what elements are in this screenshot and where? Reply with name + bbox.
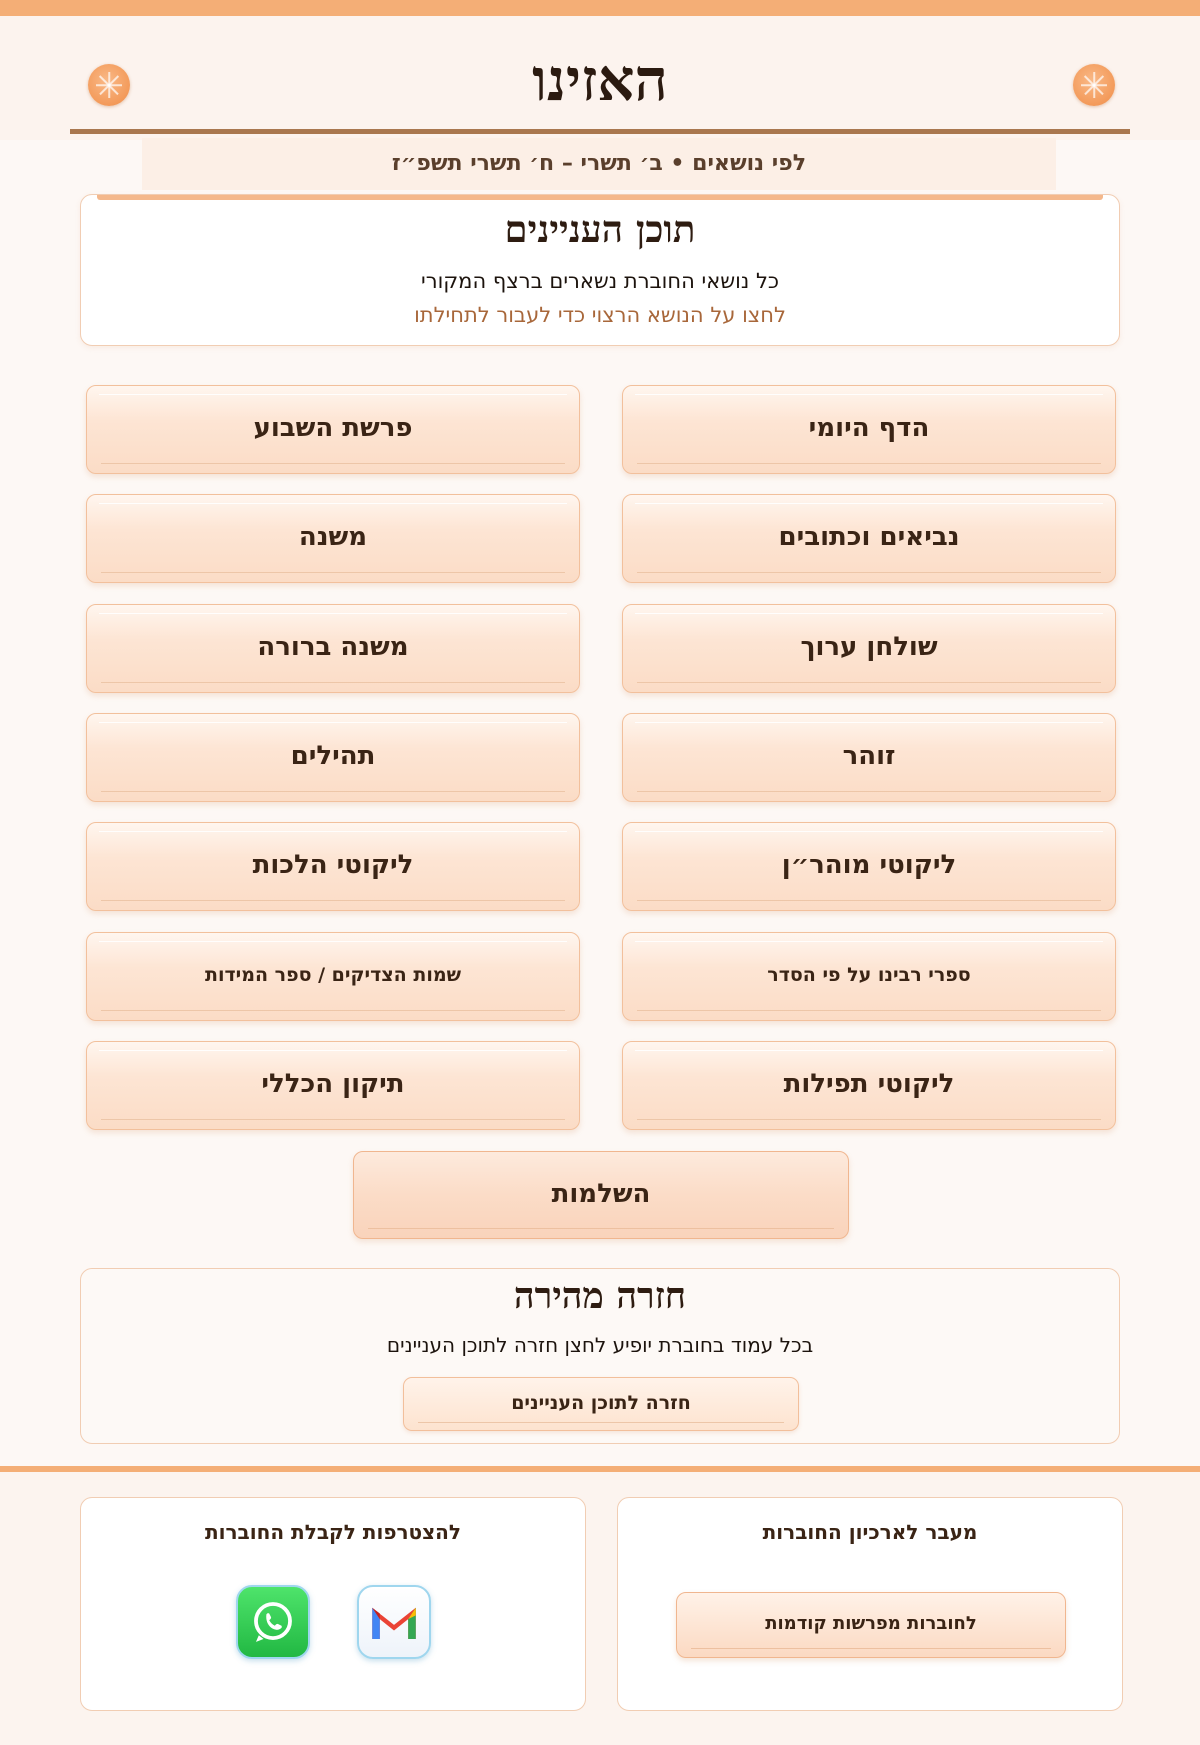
topic-button-neviim-uchtuvim[interactable]: נביאים וכתובים (622, 494, 1116, 583)
top-accent-strip (0, 0, 1200, 16)
topic-button-zohar[interactable]: זוהר (622, 713, 1116, 802)
archive-title: מעבר לארכיון החוברות (762, 1520, 978, 1544)
topic-button-shemot-hatzadikim[interactable]: שמות הצדיקים / ספר המידות (86, 932, 580, 1021)
date-range-subtitle: לפי נושאים • ב׳ תשרי – ח׳ תשרי תשפ״ז (142, 138, 1056, 190)
topic-button-hashlamot[interactable]: השלמות (353, 1151, 849, 1239)
toc-instruction: לחצו על הנושא הרצוי כדי לעבור לתחילתו (414, 303, 786, 327)
topic-button-mishna[interactable]: משנה (86, 494, 580, 583)
topic-button-likutei-moharan[interactable]: ליקוטי מוהר״ן (622, 822, 1116, 911)
archive-card (617, 1497, 1123, 1711)
back-to-toc-button[interactable]: חזרה לתוכן העניינים (403, 1377, 799, 1431)
quick-return-title: חזרה מהירה (513, 1275, 687, 1317)
topic-button-mishna-brura[interactable]: משנה ברורה (86, 604, 580, 693)
topic-button-shulchan-aruch[interactable]: שולחן ערוך (622, 604, 1116, 693)
gmail-icon[interactable] (357, 1585, 431, 1659)
toc-card (80, 194, 1120, 346)
toc-title: תוכן העניינים (504, 207, 696, 251)
topic-button-sifrei-rabeinu[interactable]: ספרי רבינו על פי הסדר (622, 932, 1116, 1021)
topic-button-likutei-tefilot[interactable]: ליקוטי תפילות (622, 1041, 1116, 1130)
whatsapp-icon[interactable] (236, 1585, 310, 1659)
toc-description: כל נושאי החוברת נשארים ברצף המקורי (421, 269, 779, 293)
page-title: האזינו (532, 46, 668, 114)
join-title: להצטרפות לקבלת החוברות (204, 1520, 462, 1544)
topic-button-tehilim[interactable]: תהילים (86, 713, 580, 802)
toc-card-accent (97, 195, 1103, 200)
header-divider (70, 129, 1130, 134)
topic-button-daf-yomi[interactable]: הדף היומי (622, 385, 1116, 474)
quick-return-card (80, 1268, 1120, 1444)
previous-issues-button[interactable]: לחוברות מפרשות קודמות (676, 1592, 1066, 1658)
topic-button-likutei-halachot[interactable]: ליקוטי הלכות (86, 822, 580, 911)
join-card (80, 1497, 586, 1711)
quick-return-description: בכל עמוד בחוברת יופיע לחצן חזרה לתוכן העניינים (386, 1333, 814, 1357)
topic-button-parashat-hashavua[interactable]: פרשת השבוע (86, 385, 580, 474)
topic-button-tikun-haklali[interactable]: תיקון הכללי (86, 1041, 580, 1130)
